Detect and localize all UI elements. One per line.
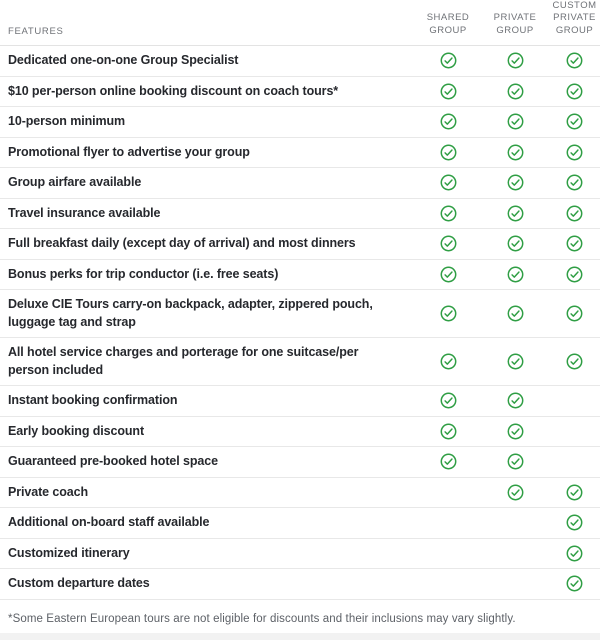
check-cell <box>481 266 549 283</box>
check-circle-icon <box>440 144 457 161</box>
check-circle-icon <box>566 484 583 501</box>
check-cell <box>415 235 481 252</box>
table-row <box>0 338 600 386</box>
check-circle-icon <box>440 423 457 440</box>
table-row <box>0 260 600 291</box>
feature-label: Custom departure dates <box>8 576 150 591</box>
check-circle-icon <box>566 235 583 252</box>
check-cell <box>549 305 600 322</box>
table-header <box>0 0 600 46</box>
feature-label: Private coach <box>8 484 88 499</box>
check-cell <box>481 83 549 100</box>
feature-label: Bonus perks for trip conductor (i.e. free seats) <box>8 266 279 281</box>
check-cell <box>481 52 549 69</box>
check-cell <box>415 52 481 69</box>
column-header-custom-private-group: CUSTOM PRIVATE GROUP <box>552 0 597 36</box>
check-circle-icon <box>507 392 524 409</box>
check-circle-icon <box>440 305 457 322</box>
check-circle-icon <box>507 205 524 222</box>
feature-label: $10 per-person online booking discount on coach tours* <box>8 83 339 98</box>
footnote: *Some Eastern European tours are not eligible for discounts and their inclusions may vary slightly. <box>8 612 516 625</box>
check-circle-icon <box>440 174 457 191</box>
table-row <box>0 138 600 169</box>
features-column-header: FEATURES <box>8 26 64 38</box>
check-cell <box>549 484 600 501</box>
feature-label: Group airfare available <box>8 175 142 190</box>
check-cell <box>549 353 600 370</box>
check-circle-icon <box>440 353 457 370</box>
check-cell <box>415 392 481 409</box>
check-cell <box>415 353 481 370</box>
check-circle-icon <box>507 423 524 440</box>
check-circle-icon <box>507 83 524 100</box>
check-circle-icon <box>566 113 583 130</box>
check-cell <box>415 423 481 440</box>
table-row <box>0 290 600 338</box>
feature-label: 10-person minimum <box>8 114 126 129</box>
check-circle-icon <box>566 144 583 161</box>
table-row <box>0 386 600 417</box>
check-cell <box>549 235 600 252</box>
check-circle-icon <box>440 266 457 283</box>
check-cell <box>549 52 600 69</box>
feature-label: Guaranteed pre-booked hotel space <box>8 454 218 469</box>
check-circle-icon <box>507 453 524 470</box>
check-cell <box>549 83 600 100</box>
table-row <box>0 46 600 77</box>
check-circle-icon <box>566 174 583 191</box>
column-header-private-group: PRIVATE GROUP <box>493 12 537 36</box>
check-cell <box>481 113 549 130</box>
check-circle-icon <box>440 113 457 130</box>
check-cell <box>549 575 600 592</box>
feature-label: Promotional flyer to advertise your group <box>8 144 250 159</box>
check-circle-icon <box>507 484 524 501</box>
check-circle-icon <box>440 392 457 409</box>
check-cell <box>481 353 549 370</box>
check-circle-icon <box>440 52 457 69</box>
table-row <box>0 478 600 509</box>
check-circle-icon <box>566 83 583 100</box>
check-circle-icon <box>507 52 524 69</box>
check-cell <box>415 453 481 470</box>
check-cell <box>415 144 481 161</box>
table-row <box>0 508 600 539</box>
table-row <box>0 168 600 199</box>
table-row <box>0 229 600 260</box>
check-circle-icon <box>440 453 457 470</box>
check-circle-icon <box>507 235 524 252</box>
check-cell <box>481 305 549 322</box>
check-circle-icon <box>507 174 524 191</box>
feature-rows <box>0 46 600 600</box>
check-circle-icon <box>566 353 583 370</box>
feature-label: Instant booking confirmation <box>8 393 178 408</box>
table-row <box>0 107 600 138</box>
check-cell <box>481 174 549 191</box>
check-circle-icon <box>507 113 524 130</box>
check-circle-icon <box>566 575 583 592</box>
bottom-strip <box>0 633 600 640</box>
feature-label: Dedicated one-on-one Group Specialist <box>8 53 239 68</box>
feature-label: Deluxe CIE Tours carry-on backpack, adapter, zippered pouch, luggage tag and strap <box>8 297 373 329</box>
check-cell <box>481 453 549 470</box>
check-cell <box>549 113 600 130</box>
table-row <box>0 447 600 478</box>
check-circle-icon <box>566 52 583 69</box>
feature-label: Customized itinerary <box>8 545 130 560</box>
check-cell <box>415 305 481 322</box>
check-cell <box>415 205 481 222</box>
check-circle-icon <box>440 83 457 100</box>
table-row <box>0 77 600 108</box>
check-circle-icon <box>507 305 524 322</box>
table-row <box>0 417 600 448</box>
feature-label: All hotel service charges and porterage for one suitcase/per person included <box>8 345 359 377</box>
check-circle-icon <box>507 144 524 161</box>
table-row <box>0 569 600 600</box>
table-row <box>0 539 600 570</box>
check-cell <box>549 266 600 283</box>
check-circle-icon <box>507 353 524 370</box>
check-circle-icon <box>566 266 583 283</box>
check-cell <box>481 205 549 222</box>
check-cell <box>549 514 600 531</box>
check-circle-icon <box>566 514 583 531</box>
feature-label: Additional on-board staff available <box>8 515 210 530</box>
check-cell <box>481 144 549 161</box>
check-cell <box>415 83 481 100</box>
check-cell <box>415 174 481 191</box>
check-circle-icon <box>566 305 583 322</box>
check-cell <box>549 545 600 562</box>
check-circle-icon <box>566 205 583 222</box>
feature-label: Early booking discount <box>8 423 145 438</box>
check-cell <box>549 205 600 222</box>
check-circle-icon <box>566 545 583 562</box>
check-cell <box>549 174 600 191</box>
feature-label: Travel insurance available <box>8 205 161 220</box>
check-cell <box>481 423 549 440</box>
check-circle-icon <box>440 205 457 222</box>
feature-label: Full breakfast daily (except day of arrival) and most dinners <box>8 236 356 251</box>
check-cell <box>415 113 481 130</box>
table-row <box>0 199 600 230</box>
check-circle-icon <box>440 235 457 252</box>
check-cell <box>481 484 549 501</box>
check-cell <box>481 235 549 252</box>
column-header-shared-group: SHARED GROUP <box>426 12 470 36</box>
check-cell <box>549 144 600 161</box>
check-cell <box>481 392 549 409</box>
check-cell <box>415 266 481 283</box>
check-circle-icon <box>507 266 524 283</box>
